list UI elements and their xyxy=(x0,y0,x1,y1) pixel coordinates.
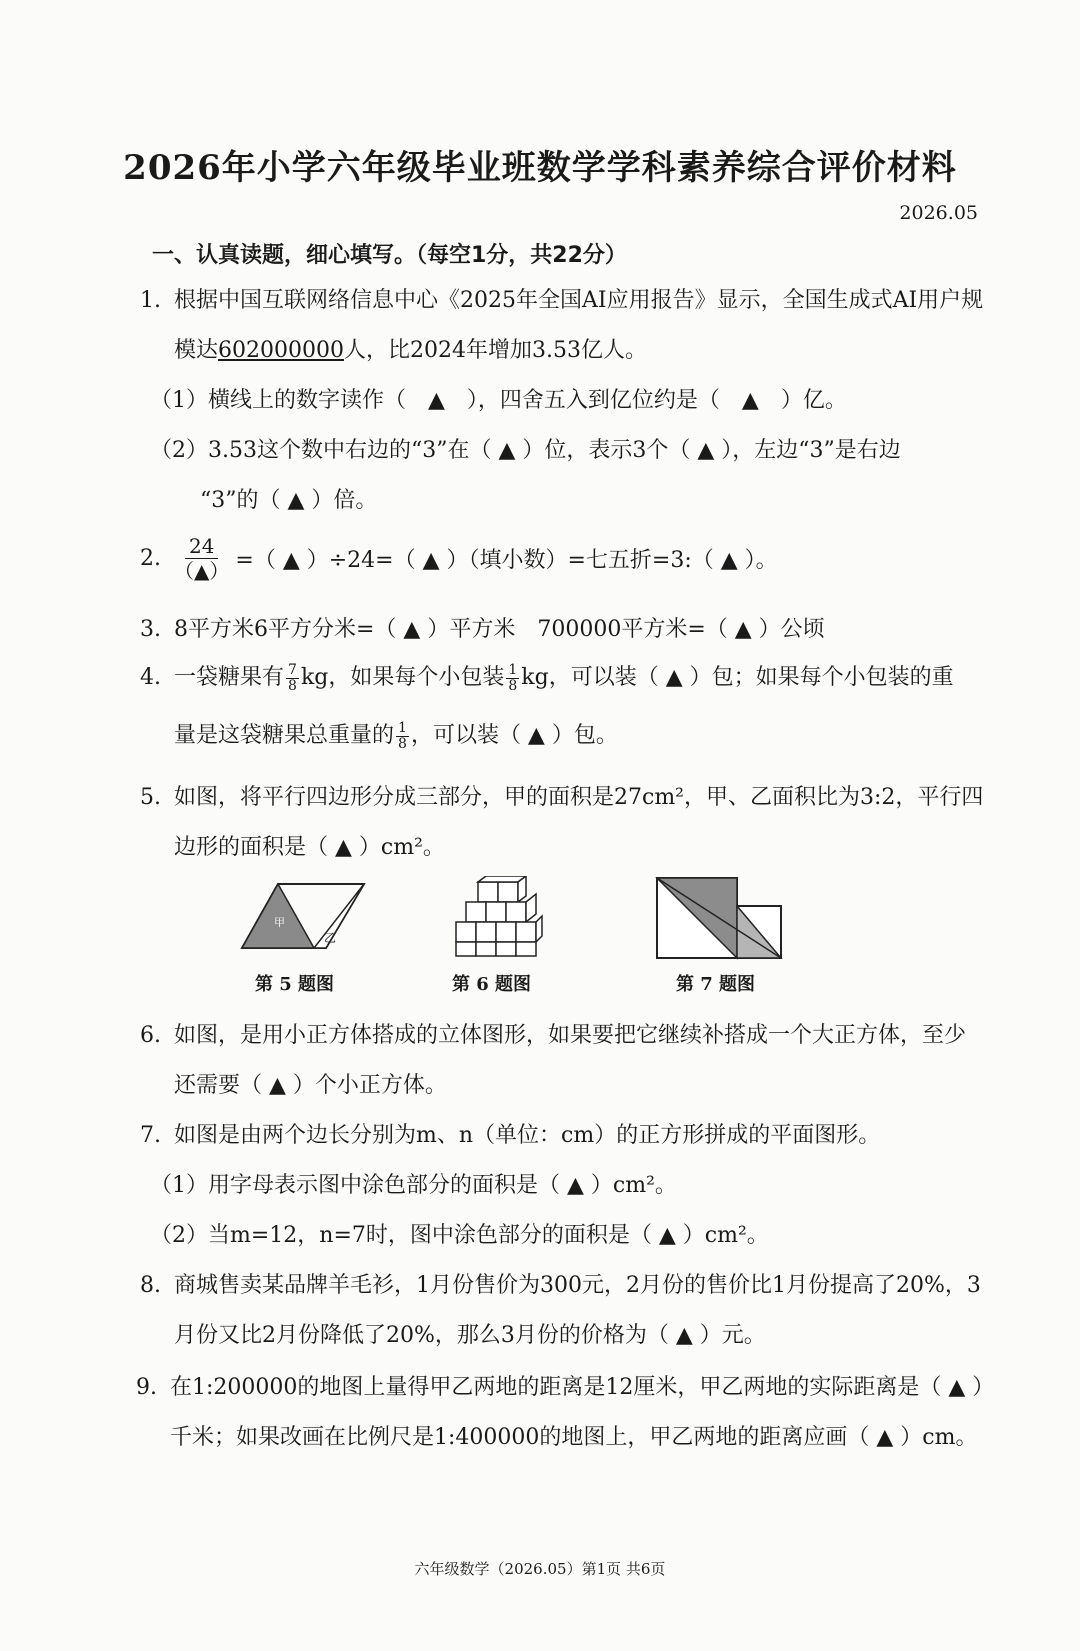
question-number: 5. xyxy=(140,785,161,810)
question-9-line-2: 千米；如果改画在比例尺是1:400000的地图上，甲乙两地的距离应画（ ▲ ）cm。 xyxy=(170,1425,978,1450)
question-text: =（ ▲ ）÷24=（ ▲ ）（填小数）=七五折=3:（ ▲ ）。 xyxy=(235,548,778,573)
fraction xyxy=(174,534,229,583)
section-heading: 一、认真读题，细心填写。（每空1分，共22分） xyxy=(152,243,627,268)
question-8-line-2: 月份又比2月份降低了20%，那么3月份的价格为（ ▲ ）元。 xyxy=(174,1323,766,1348)
question-number: 7. xyxy=(140,1123,161,1148)
question-text: 商城售卖某品牌羊毛衫，1月份售价为300元，2月份的售价比1月份提高了20%，3 xyxy=(174,1273,981,1298)
question-2 xyxy=(140,534,778,583)
fraction xyxy=(396,721,409,752)
question-number: 9. xyxy=(136,1375,157,1400)
fraction-numerator: 24 xyxy=(185,534,218,559)
fraction-numerator: 7 xyxy=(288,661,297,678)
question-6-line-2: 还需要（ ▲ ）个小正方体。 xyxy=(174,1073,447,1098)
fraction xyxy=(286,663,299,694)
question-text: 如图是由两个边长分别为m、n（单位：cm）的正方形拼成的平面图形。 xyxy=(174,1123,881,1148)
fraction-denominator: （▲） xyxy=(174,559,230,583)
page-footer: 六年级数学（2026.05）第1页 共6页 xyxy=(414,1560,666,1578)
question-text: 在1:200000的地图上量得甲乙两地的距离是12厘米，甲乙两地的实际距离是（ ▲ ） xyxy=(170,1375,995,1400)
question-text: 根据中国互联网络信息中心《2025年全国AI应用报告》显示，全国生成式AI用户规 xyxy=(174,288,984,313)
fraction-denominator: 8 xyxy=(398,735,407,752)
question-text: 一袋糖果有 xyxy=(174,665,285,690)
figure-5-parallelogram xyxy=(240,880,370,952)
question-8-line-1 xyxy=(140,1268,981,1299)
label-yi: 乙 xyxy=(324,931,337,945)
question-1-line-1 xyxy=(140,283,983,314)
question-text: 模达 xyxy=(174,338,219,363)
question-number: 1. xyxy=(140,288,161,313)
figure-7-caption: 第 7 题图 xyxy=(676,974,756,995)
question-number: 2. xyxy=(140,546,161,571)
question-number: 8. xyxy=(140,1273,161,1298)
question-1-sub-2-line-1: （2）3.53这个数中右边的“3”在（ ▲ ）位，表示3个（ ▲ ），左边“3”是右边 xyxy=(150,438,901,463)
figure-7-squares xyxy=(655,876,785,962)
question-1-sub-1: （1）横线上的数字读作（ ▲ ），四舍五入到亿位约是（ ▲ ）亿。 xyxy=(150,388,847,413)
question-text: 如图，将平行四边形分成三部分，甲的面积是27cm²，甲、乙面积比为3:2，平行四 xyxy=(174,785,984,810)
question-text: 8平方米6平方分米=（ ▲ ）平方米 700000平方米=（ ▲ ）公顷 xyxy=(174,617,825,642)
question-6-line-1 xyxy=(140,1018,966,1049)
fraction-numerator: 1 xyxy=(508,661,518,678)
question-1-sub-2-line-2: “3”的（ ▲ ）倍。 xyxy=(200,488,378,513)
fraction xyxy=(506,663,519,694)
fraction-denominator: 8 xyxy=(288,677,297,694)
question-number: 4. xyxy=(140,665,161,690)
region-yi xyxy=(314,884,364,948)
underlined-number: 602000000 xyxy=(218,338,344,363)
question-5-line-2: 边形的面积是（ ▲ ）cm²。 xyxy=(174,835,445,860)
question-number: 3. xyxy=(140,617,161,642)
question-7-sub-2: （2）当m=12，n=7时，图中涂色部分的面积是（ ▲ ）cm²。 xyxy=(150,1223,769,1248)
exam-date: 2026.05 xyxy=(899,202,978,224)
figure-6-cubes xyxy=(452,876,546,960)
question-text: kg，如果每个小包装 xyxy=(300,665,505,690)
question-text: ，可以装（ ▲ ）包。 xyxy=(410,723,618,748)
figure-5-caption: 第 5 题图 xyxy=(255,974,335,995)
fraction-numerator: 1 xyxy=(398,719,407,736)
question-number: 6. xyxy=(140,1023,161,1048)
label-jia: 甲 xyxy=(274,916,285,929)
question-7-line-1 xyxy=(140,1118,880,1149)
question-text: kg，可以装（ ▲ ）包；如果每个小包装的重 xyxy=(521,665,954,690)
figure-6-caption: 第 6 题图 xyxy=(452,974,532,995)
fraction-denominator: 8 xyxy=(508,677,518,694)
question-4-line-1 xyxy=(140,660,954,694)
question-text: 量是这袋糖果总重量的 xyxy=(174,723,395,748)
question-text: 如图，是用小正方体搭成的立体图形，如果要把它继续补搭成一个大正方体，至少 xyxy=(174,1023,967,1048)
question-1-line-2 xyxy=(174,333,647,364)
question-9-line-1 xyxy=(136,1370,994,1401)
question-7-sub-1: （1）用字母表示图中涂色部分的面积是（ ▲ ）cm²。 xyxy=(150,1173,677,1198)
page-title: 2026年小学六年级毕业班数学学科素养综合评价材料 xyxy=(123,148,957,188)
question-text: 人，比2024年增加3.53亿人。 xyxy=(344,338,647,363)
question-3 xyxy=(140,612,825,643)
question-5-line-1 xyxy=(140,780,983,811)
question-4-line-2 xyxy=(174,718,618,752)
